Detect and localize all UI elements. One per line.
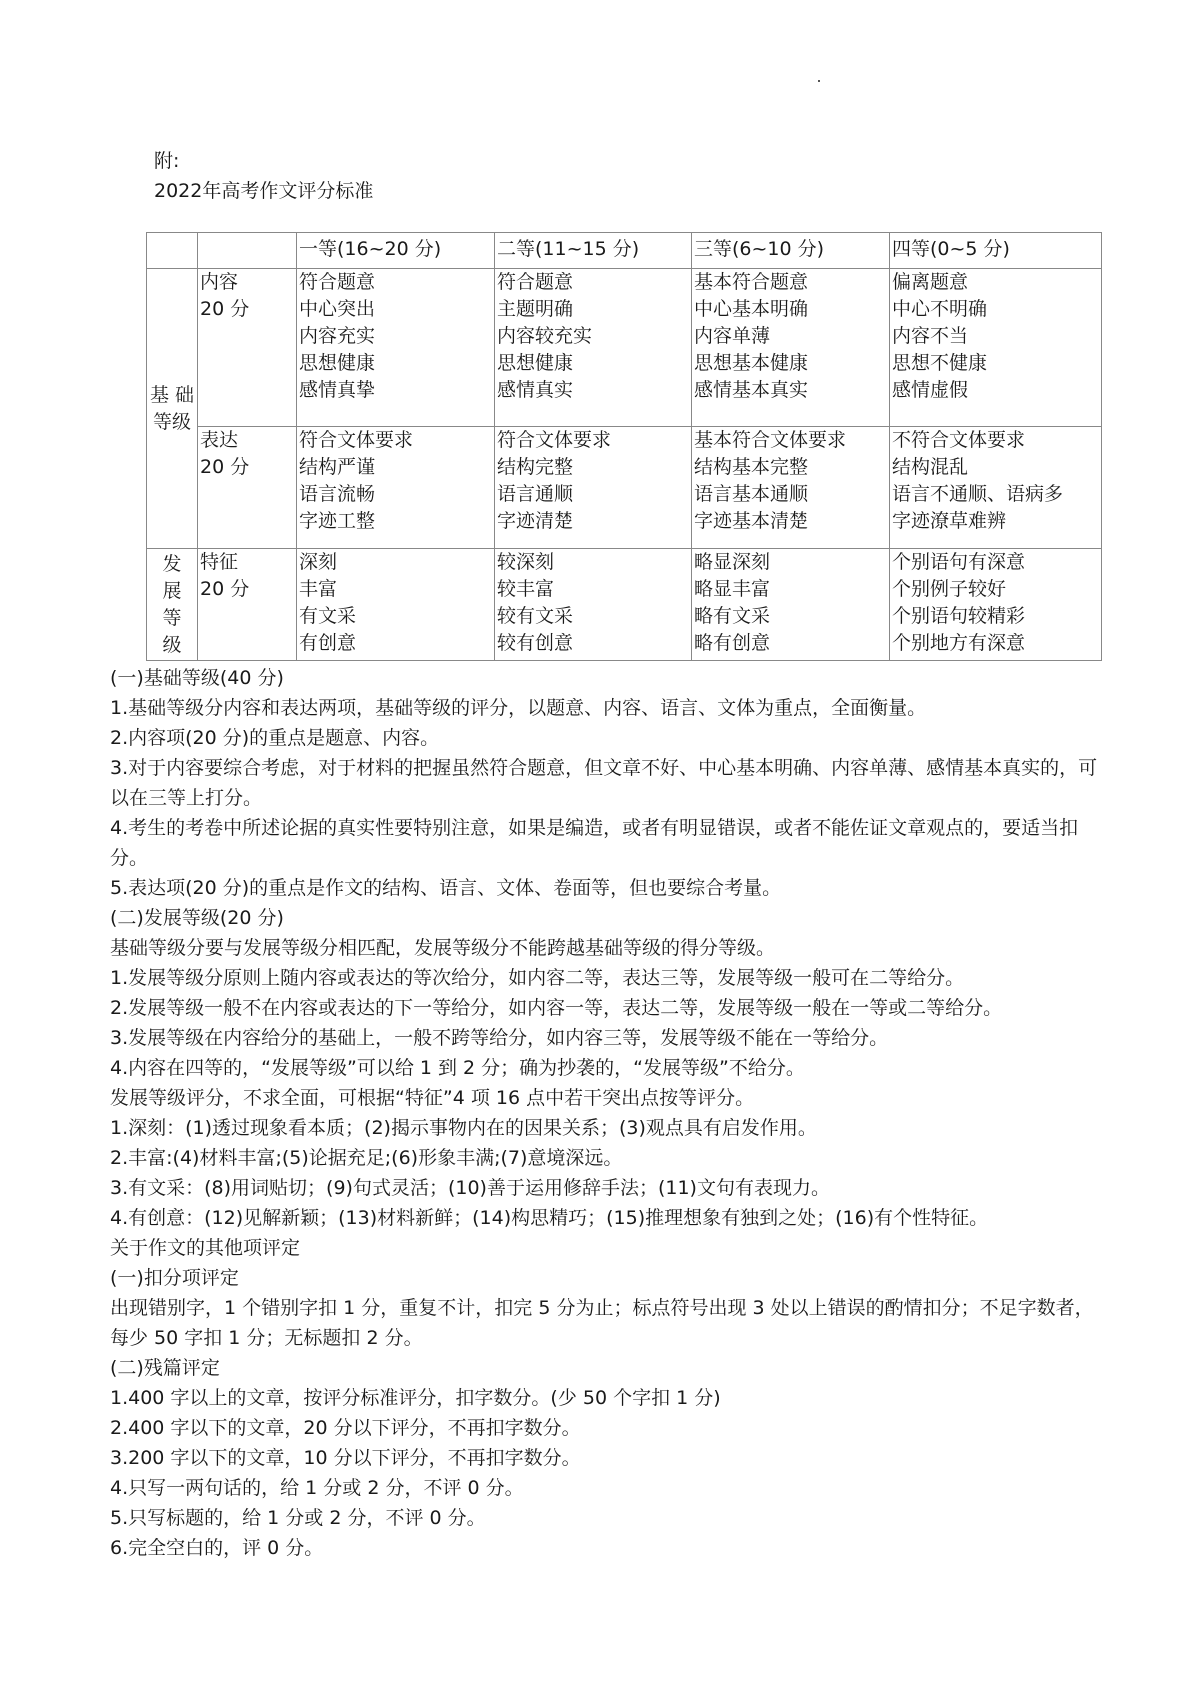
paragraph: 2.400 字以下的文章，20 分以下评分，不再扣字数分。 — [110, 1417, 581, 1439]
section-heading: (二)残篇评定 — [110, 1357, 220, 1379]
item-cell: 表达 20 分 — [198, 427, 297, 549]
header-cell: 四等(0~5 分) — [890, 233, 1102, 269]
header-cell: 一等(16~20 分) — [297, 233, 495, 269]
section-heading: (一)扣分项评定 — [110, 1267, 239, 1289]
paragraph: 出现错别字，1 个错别字扣 1 分，重复不计，扣完 5 分为止；标点符号出现 3 处以上错误的酌情扣分；不足字数者，每少 50 字扣 1 分；无标题扣 2 分。 — [110, 1297, 1094, 1349]
table-cell: 不符合文体要求 结构混乱 语言不通顺、语病多 字迹潦草难辨 — [890, 427, 1102, 549]
paragraph: 3.发展等级在内容给分的基础上，一般不跨等给分，如内容三等，发展等级不能在一等给分。 — [110, 1027, 889, 1049]
table-cell: 符合题意 主题明确 内容较充实 思想健康 感情真实 — [495, 269, 692, 427]
table-row — [147, 269, 1102, 427]
table-cell: 基本符合文体要求 结构基本完整 语言基本通顺 字迹基本清楚 — [692, 427, 890, 549]
section-heading: 关于作文的其他项评定 — [110, 1237, 301, 1259]
paragraph: 3.200 字以下的文章，10 分以下评分，不再扣字数分。 — [110, 1447, 581, 1469]
item-cell: 内容 20 分 — [198, 269, 297, 427]
page-mark — [818, 80, 820, 82]
paragraph: 6.完全空白的，评 0 分。 — [110, 1537, 324, 1559]
paragraph: 5.只写标题的，给 1 分或 2 分，不评 0 分。 — [110, 1507, 486, 1529]
table-cell: 个别语句有深意 个别例子较好 个别语句较精彩 个别地方有深意 — [890, 549, 1102, 661]
table-cell: 偏离题意 中心不明确 内容不当 思想不健康 感情虚假 — [890, 269, 1102, 427]
table-cell: 较深刻 较丰富 较有文采 较有创意 — [495, 549, 692, 661]
header-cell: 二等(11~15 分) — [495, 233, 692, 269]
paragraph: 4.考生的考卷中所述论据的真实性要特别注意，如果是编造，或者有明显错误，或者不能佐证文章观点的，要适当扣分。 — [110, 817, 1079, 869]
scoring-rules-body — [110, 663, 1100, 1563]
paragraph: 发展等级评分，不求全面，可根据“特征”4 项 16 点中若干突出点按等评分。 — [110, 1087, 755, 1109]
paragraph: 2.丰富:(4)材料丰富;(5)论据充足;(6)形象丰满;(7)意境深远。 — [110, 1147, 623, 1169]
paragraph: 3.对于内容要综合考虑，对于材料的把握虽然符合题意，但文章不好、中心基本明确、内容单薄、感情基本真实的，可以在三等上打分。 — [110, 757, 1098, 809]
paragraph: 4.只写一两句话的，给 1 分或 2 分，不评 0 分。 — [110, 1477, 524, 1499]
paragraph: 2.内容项(20 分)的重点是题意、内容。 — [110, 727, 440, 749]
table-cell: 符合文体要求 结构完整 语言通顺 字迹清楚 — [495, 427, 692, 549]
table-cell: 略显深刻 略显丰富 略有文采 略有创意 — [692, 549, 890, 661]
table-cell: 基本符合题意 中心基本明确 内容单薄 思想基本健康 感情基本真实 — [692, 269, 890, 427]
table-cell: 符合题意 中心突出 内容充实 思想健康 感情真挚 — [297, 269, 495, 427]
table-cell: 符合文体要求 结构严谨 语言流畅 字迹工整 — [297, 427, 495, 549]
paragraph: 5.表达项(20 分)的重点是作文的结构、语言、文体、卷面等，但也要综合考量。 — [110, 877, 782, 899]
table-row — [147, 549, 1102, 661]
attachment-label: 附: — [154, 150, 180, 172]
table-row — [147, 427, 1102, 549]
section-heading: (一)基础等级(40 分) — [110, 667, 284, 689]
section-heading: (二)发展等级(20 分) — [110, 907, 284, 929]
paragraph: 1.基础等级分内容和表达两项，基础等级的评分，以题意、内容、语言、文体为重点，全面衡量。 — [110, 697, 927, 719]
paragraph: 4.内容在四等的，“发展等级”可以给 1 到 2 分；确为抄袭的，“发展等级”不给分。 — [110, 1057, 805, 1079]
scoring-table — [146, 232, 1102, 661]
paragraph: 1.深刻：(1)透过现象看本质；(2)揭示事物内在的因果关系；(3)观点具有启发作用。 — [110, 1117, 817, 1139]
table-header-row — [147, 233, 1102, 269]
document-title: 2022年高考作文评分标准 — [154, 180, 374, 202]
paragraph: 4.有创意：(12)见解新颖；(13)材料新鲜；(14)构思精巧；(15)推理想象有独到之处；(16)有个性特征。 — [110, 1207, 989, 1229]
table-cell: 深刻 丰富 有文采 有创意 — [297, 549, 495, 661]
header-cell — [147, 233, 198, 269]
header-cell: 三等(6~10 分) — [692, 233, 890, 269]
header-cell — [198, 233, 297, 269]
paragraph: 1.400 字以上的文章，按评分标准评分，扣字数分。(少 50 个字扣 1 分) — [110, 1387, 721, 1409]
item-cell: 特征 20 分 — [198, 549, 297, 661]
paragraph: 2.发展等级一般不在内容或表达的下一等给分，如内容一等，表达二等，发展等级一般在一等或二等给分。 — [110, 997, 1003, 1019]
group-label-basic: 基 础 等级 — [147, 269, 198, 549]
group-label-development: 发 展 等 级 — [147, 549, 198, 661]
paragraph: 3.有文采：(8)用词贴切；(9)句式灵活；(10)善于运用修辞手法；(11)文句有表现力。 — [110, 1177, 830, 1199]
paragraph: 基础等级分要与发展等级分相匹配，发展等级分不能跨越基础等级的得分等级。 — [110, 937, 776, 959]
paragraph: 1.发展等级分原则上随内容或表达的等次给分，如内容二等，表达三等，发展等级一般可在二等给分。 — [110, 967, 965, 989]
